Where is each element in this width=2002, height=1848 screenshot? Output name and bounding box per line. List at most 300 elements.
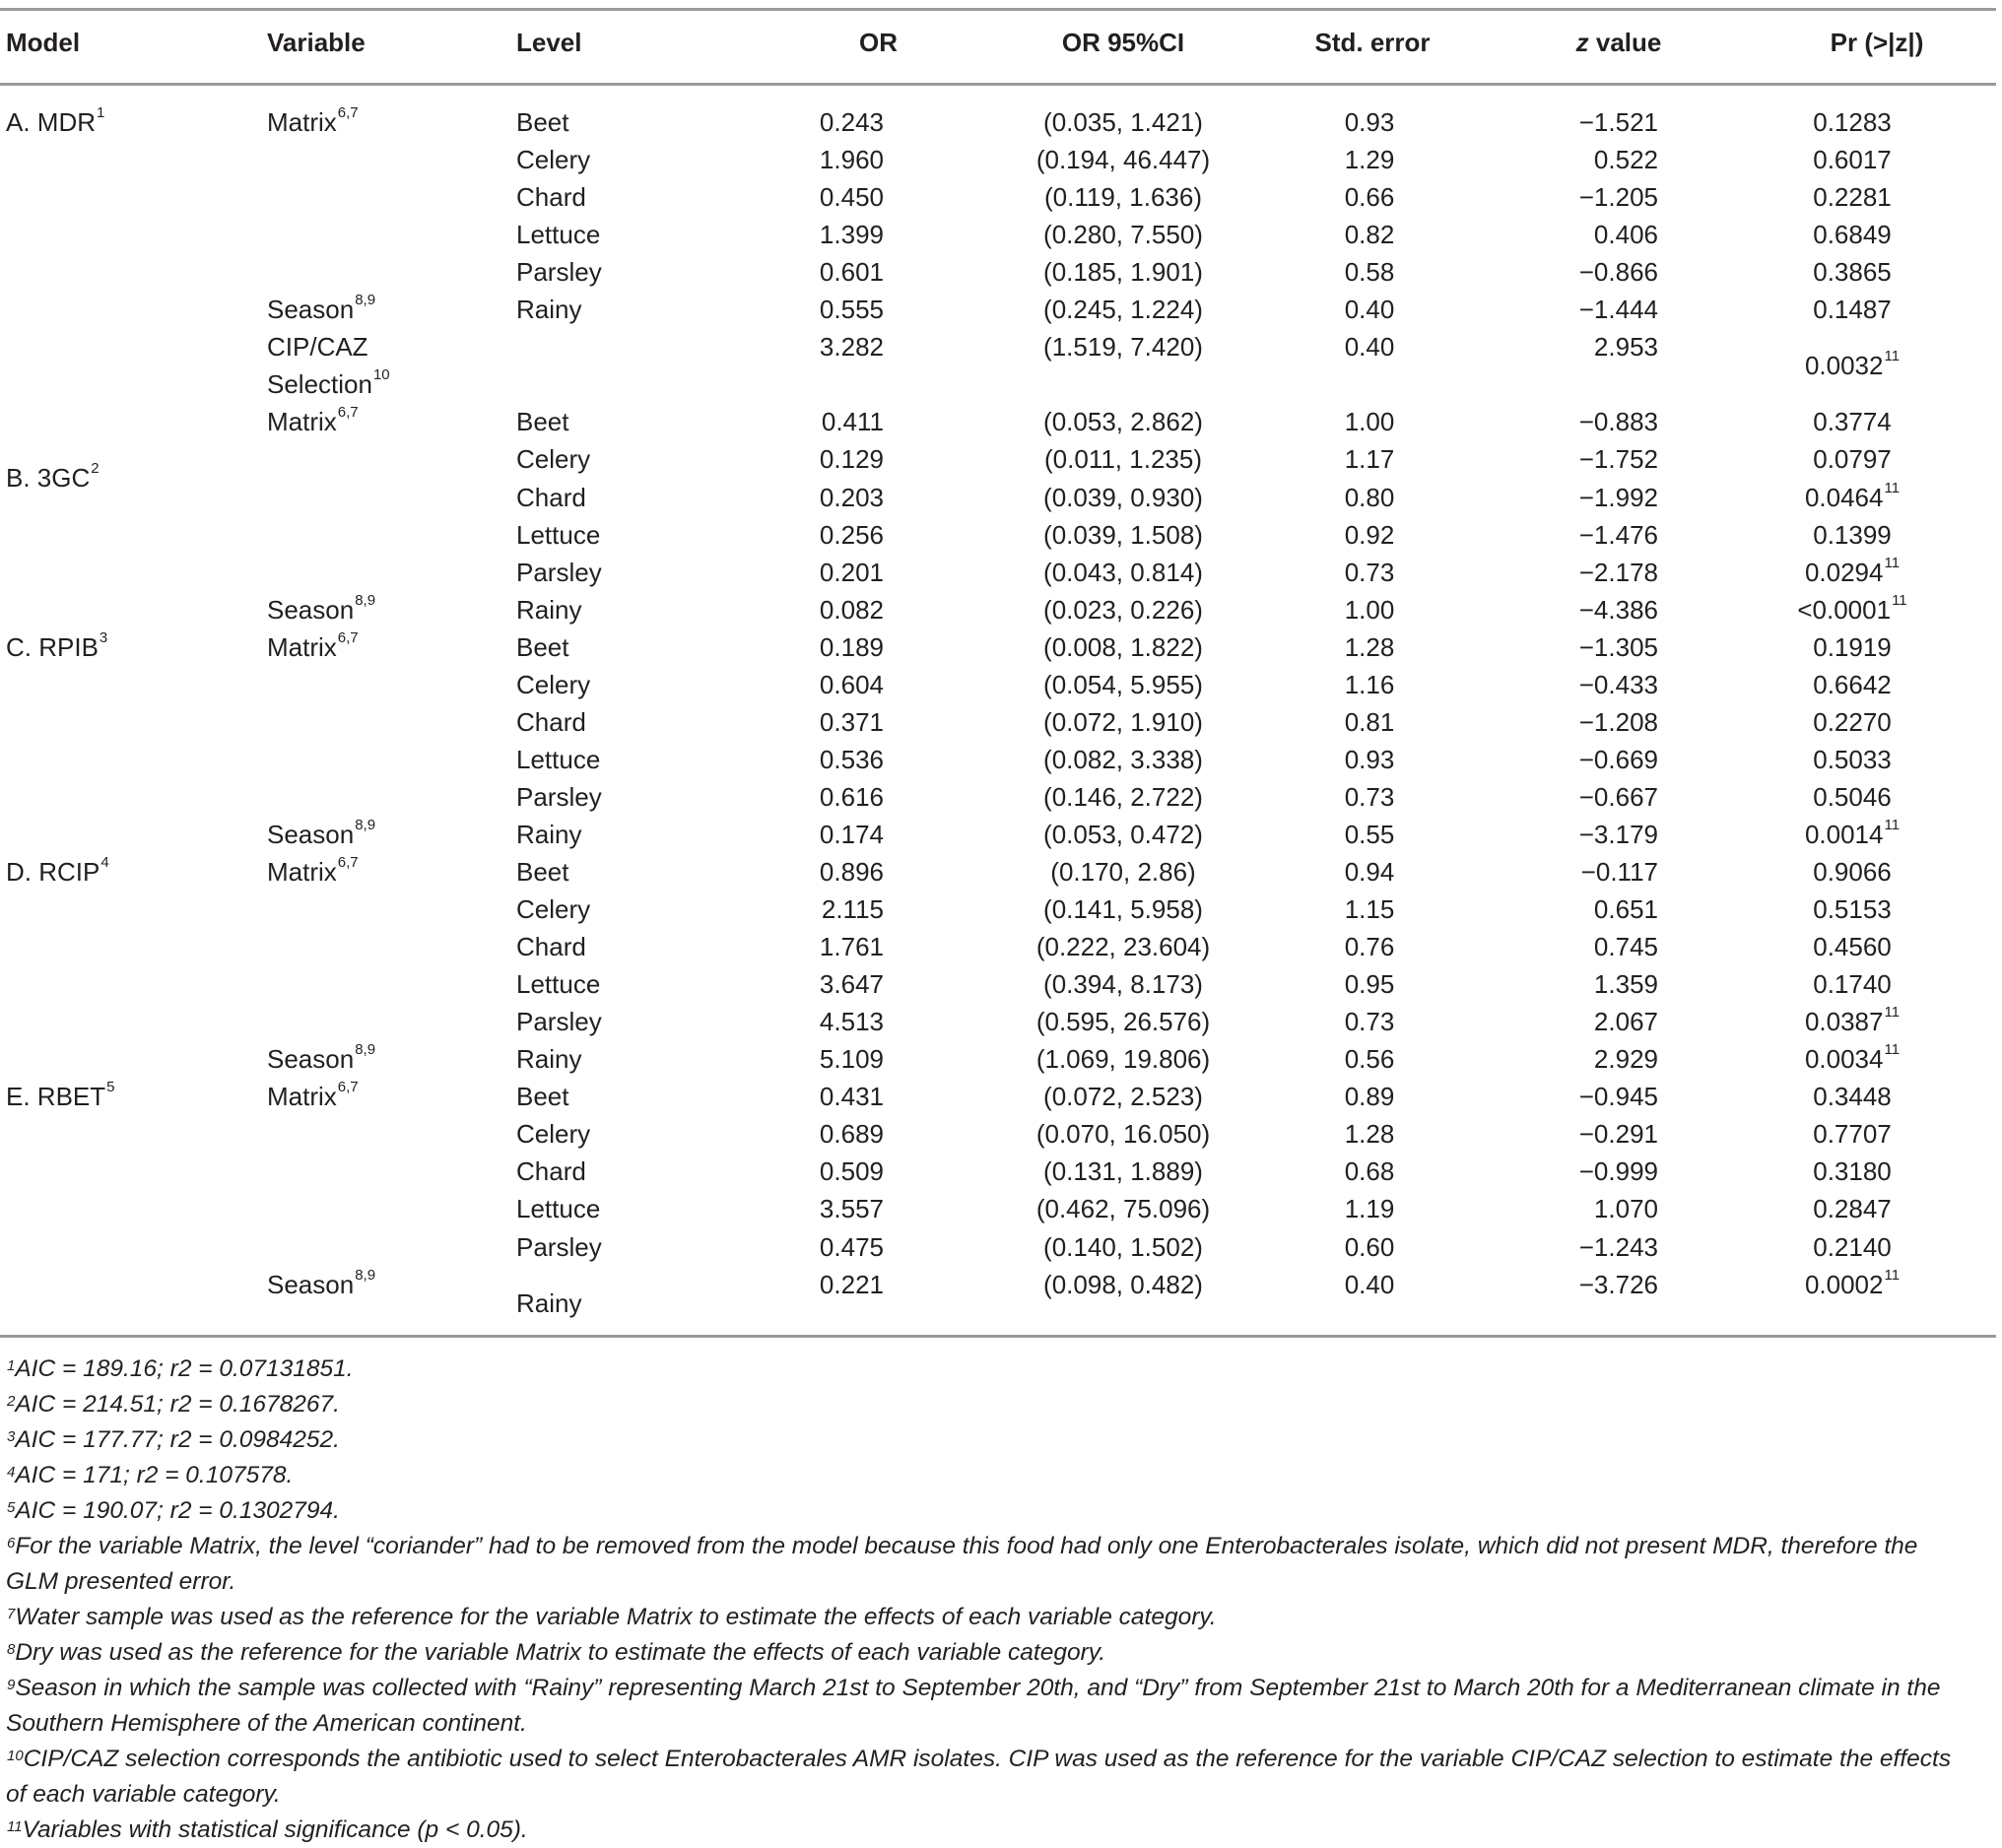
or-ci-cell: [1043, 670, 1203, 700]
or-cell-text: 0.601: [819, 257, 884, 288]
footnote-ref: 6,7: [337, 104, 359, 121]
std-error-cell-text: 0.40: [1344, 1269, 1395, 1299]
footnote-text: AIC = 214.51; r2 = 0.1678267.: [15, 1391, 340, 1418]
header-or-ci: OR 95%CI: [1061, 28, 1185, 57]
variable-cell: [267, 628, 359, 663]
or-ci-cell: [1043, 1232, 1203, 1263]
footnote-ref: 8,9: [355, 816, 376, 833]
or-cell-text: 0.509: [819, 1156, 884, 1187]
variable-cell: [267, 1079, 359, 1112]
or-ci-cell-text: (1.069, 19.806): [1035, 1044, 1211, 1075]
std-error-cell-text: 0.76: [1344, 932, 1395, 962]
or-cell: [820, 483, 884, 513]
or-cell: [820, 782, 884, 813]
z-value-cell-text: −2.178: [1578, 557, 1658, 587]
p-value-cell-text: 0.1919: [1813, 631, 1892, 662]
footnote: [6, 1813, 1976, 1848]
table-row: [0, 890, 2002, 927]
or-ci-cell: [1036, 1044, 1210, 1075]
or-ci-cell: [1043, 1270, 1203, 1300]
variable-cell-text: Matrix: [267, 407, 337, 437]
level-cell-text: Celery: [516, 1119, 591, 1150]
p-value-cell-text: 0.6849: [1813, 220, 1892, 250]
model-cell: [6, 628, 108, 663]
level-cell: [516, 894, 590, 925]
p-value-cell-text: 0.2847: [1813, 1194, 1892, 1224]
table-row: [0, 1265, 2002, 1318]
variable-cell-text: CIP/CAZ: [267, 332, 368, 363]
p-value-cell: [1813, 1082, 1892, 1112]
p-value-cell-text: 0.0387: [1804, 1007, 1884, 1037]
or-cell: [820, 145, 884, 175]
or-ci-cell-text: (0.141, 5.958): [1043, 894, 1203, 925]
or-cell-text: 2.115: [821, 894, 884, 925]
std-error-cell-text: 1.00: [1344, 594, 1395, 625]
level-cell: [516, 1288, 581, 1319]
p-value-cell-text: 0.0002: [1804, 1269, 1884, 1299]
or-cell-text: 3.282: [819, 332, 884, 363]
table-row: [0, 140, 2002, 177]
variable-cell: [267, 404, 359, 437]
or-cell-text: 1.761: [819, 932, 884, 962]
table-row: [0, 215, 2002, 252]
z-value-cell: [1594, 894, 1658, 925]
or-cell-text: 3.647: [819, 969, 884, 1000]
footnote-ref: 5: [106, 1079, 115, 1096]
z-value-cell-text: 0.522: [1593, 145, 1658, 175]
or-cell: [820, 1194, 884, 1224]
p-value-cell: [1797, 591, 1907, 626]
footnote: [6, 1600, 1976, 1635]
header-variable: Variable: [267, 28, 366, 57]
or-cell: [820, 1156, 884, 1187]
header-z-italic: z: [1575, 28, 1589, 57]
std-error-cell: [1345, 220, 1395, 250]
or-ci-cell: [1043, 332, 1203, 363]
variable-cell-text: Season: [267, 819, 355, 849]
or-ci-cell-text: (0.053, 0.472): [1043, 819, 1203, 849]
or-ci-cell-text: (0.008, 1.822): [1043, 631, 1203, 662]
or-ci-cell: [1036, 932, 1210, 962]
std-error-cell-text: 0.80: [1344, 482, 1395, 512]
z-value-cell: [1579, 745, 1658, 775]
or-ci-cell-text: (0.039, 1.508): [1043, 519, 1203, 550]
footnote-ref: 6,7: [337, 628, 359, 646]
p-value-cell: [1813, 894, 1892, 925]
table-row: [0, 478, 2002, 515]
z-value-cell-text: −1.521: [1578, 107, 1658, 137]
p-value-cell: [1813, 1232, 1892, 1263]
std-error-cell-text: 1.28: [1344, 1119, 1395, 1150]
table-row: [0, 590, 2002, 627]
or-cell: [820, 220, 884, 250]
header-level: Level: [516, 28, 582, 57]
table-row: [0, 252, 2002, 290]
std-error-cell: [1345, 257, 1395, 288]
footnote-ref: 11: [1884, 1041, 1901, 1059]
table-row: [0, 852, 2002, 890]
z-value-cell: [1579, 107, 1658, 138]
footnote-ref: 6,7: [337, 404, 359, 422]
or-cell-text: 5.109: [819, 1044, 884, 1075]
level-cell-text: Chard: [516, 182, 586, 213]
p-value-cell-text: 0.2270: [1813, 706, 1892, 737]
z-value-cell-text: −1.752: [1578, 444, 1658, 475]
z-value-cell: [1594, 220, 1658, 250]
std-error-cell-text: 0.55: [1344, 819, 1395, 849]
footnote-ref: 8,9: [355, 591, 376, 609]
p-value-cell-text: 0.5046: [1813, 781, 1892, 812]
or-ci-cell-text: (0.462, 75.096): [1035, 1194, 1211, 1224]
footnote-ref: 8,9: [355, 292, 376, 309]
level-cell-text: Parsley: [516, 257, 602, 288]
z-value-cell-text: −4.386: [1578, 594, 1658, 625]
z-value-cell: [1594, 1007, 1658, 1037]
level-cell: [516, 1044, 581, 1075]
z-value-cell-text: −0.999: [1578, 1156, 1658, 1187]
variable-cell: [267, 366, 390, 400]
level-cell: [516, 1119, 590, 1150]
table-row: [0, 402, 2002, 439]
or-ci-cell-text: (0.280, 7.550): [1043, 220, 1203, 250]
footnote: [6, 1387, 1976, 1422]
std-error-cell: [1345, 558, 1395, 588]
or-cell: [822, 407, 884, 437]
or-ci-cell: [1043, 407, 1203, 437]
or-cell: [820, 632, 884, 663]
or-ci-cell: [1043, 257, 1203, 288]
or-ci-cell-text: (0.146, 2.722): [1043, 781, 1203, 812]
z-value-cell-text: −1.205: [1578, 182, 1658, 213]
level-cell: [516, 107, 569, 138]
p-value-cell-text: 0.0014: [1804, 819, 1884, 849]
or-ci-cell: [1043, 220, 1203, 250]
or-ci-cell: [1036, 1007, 1210, 1037]
std-error-cell: [1345, 857, 1395, 888]
or-ci-cell: [1043, 1082, 1203, 1112]
z-value-cell-text: −1.476: [1578, 519, 1658, 550]
level-cell-text: Rainy: [516, 1287, 582, 1318]
level-cell-text: Chard: [516, 482, 586, 512]
z-value-cell-text: −0.433: [1578, 669, 1658, 699]
or-ci-cell-text: (0.072, 1.910): [1043, 706, 1203, 737]
z-value-cell: [1579, 257, 1658, 288]
or-cell: [820, 595, 884, 626]
variable-cell: [267, 292, 376, 325]
p-value-cell: [1813, 257, 1892, 288]
footnote-text: AIC = 189.16; r2 = 0.07131851.: [15, 1355, 354, 1382]
level-cell-text: Celery: [516, 145, 591, 175]
table-top-rule: [0, 8, 1996, 11]
p-value-cell: [1813, 145, 1892, 175]
std-error-cell: [1345, 444, 1395, 475]
or-cell: [820, 257, 884, 288]
footnote-text: CIP/CAZ selection corresponds the antibiotic used to select Enterobacterales AMR isolates. CIP was used as the reference for the variable CIP/CAZ selection to estimate the effects of each variable category.: [6, 1746, 1952, 1808]
footnote-number: 2: [7, 1393, 16, 1410]
table-row: [0, 1039, 2002, 1077]
table-row: [0, 740, 2002, 777]
or-ci-cell: [1043, 632, 1203, 663]
table-row: [0, 927, 2002, 964]
std-error-cell: [1345, 820, 1395, 850]
std-error-cell-text: 0.93: [1344, 107, 1395, 137]
std-error-cell-text: 1.19: [1344, 1194, 1395, 1224]
p-value-cell-text: 0.9066: [1813, 857, 1892, 887]
or-ci-cell-text: (0.595, 26.576): [1035, 1007, 1211, 1037]
z-value-cell: [1579, 444, 1658, 475]
or-ci-cell-text: (0.098, 0.482): [1043, 1269, 1203, 1299]
std-error-cell: [1345, 969, 1395, 1000]
or-ci-cell-text: (0.082, 3.338): [1043, 744, 1203, 774]
or-ci-cell: [1043, 782, 1203, 813]
p-value-cell: [1813, 932, 1892, 962]
or-ci-cell-text: (0.170, 2.86): [1050, 857, 1196, 887]
or-ci-cell: [1036, 1119, 1210, 1150]
std-error-cell-text: 0.93: [1344, 744, 1395, 774]
or-ci-cell-text: (0.023, 0.226): [1043, 594, 1203, 625]
table-row: [0, 177, 2002, 215]
std-error-cell-text: 1.28: [1344, 631, 1395, 662]
level-cell: [516, 595, 581, 626]
header-z-value: [1576, 28, 1662, 58]
variable-cell-text: Season: [267, 1269, 355, 1299]
level-cell-text: Celery: [516, 444, 591, 475]
z-value-cell: [1579, 483, 1658, 513]
model-cell-text: B. 3GC: [6, 463, 91, 494]
level-cell: [516, 632, 569, 663]
or-ci-cell-text: (0.245, 1.224): [1043, 295, 1203, 325]
or-ci-cell: [1043, 295, 1203, 325]
footnote-ref: 8,9: [355, 1266, 376, 1284]
z-value-cell: [1579, 707, 1658, 738]
z-value-cell: [1594, 932, 1658, 962]
level-cell: [516, 558, 602, 588]
or-cell: [820, 670, 884, 700]
table-row: [0, 1189, 2002, 1226]
footnote: [6, 1352, 1976, 1387]
header-p-value: Pr (>|z|): [1830, 28, 1924, 57]
z-value-cell-text: −1.305: [1578, 631, 1658, 662]
or-cell-text: 0.616: [819, 781, 884, 812]
std-error-cell: [1345, 932, 1395, 962]
p-value-cell: [1804, 816, 1901, 850]
variable-cell-text: Matrix: [267, 631, 337, 662]
p-value-cell-text: 0.5153: [1813, 894, 1892, 925]
std-error-cell: [1345, 295, 1395, 325]
footnote: [6, 1671, 1976, 1742]
or-cell: [820, 707, 884, 738]
std-error-cell-text: 0.95: [1344, 969, 1395, 1000]
or-ci-cell-text: (0.131, 1.889): [1043, 1156, 1203, 1187]
std-error-cell: [1345, 1044, 1395, 1075]
footnote-number: 6: [7, 1535, 16, 1551]
level-cell-text: Chard: [516, 932, 586, 962]
or-ci-cell: [1043, 1156, 1203, 1187]
level-cell-text: Parsley: [516, 557, 602, 587]
or-ci-cell: [1036, 1194, 1210, 1224]
level-cell-text: Parsley: [516, 1231, 602, 1262]
variable-cell-text: Matrix: [267, 107, 337, 137]
z-value-cell-text: 0.406: [1593, 220, 1658, 250]
or-ci-cell: [1043, 894, 1203, 925]
std-error-cell: [1345, 1270, 1395, 1300]
variable-cell-text: Season: [267, 295, 355, 325]
or-cell: [820, 820, 884, 850]
or-cell: [820, 1044, 884, 1075]
z-value-cell: [1579, 407, 1658, 437]
z-value-cell: [1579, 670, 1658, 700]
footnote-number: 3: [7, 1428, 16, 1445]
p-value-cell: [1813, 444, 1892, 475]
footnote-ref: 6,7: [337, 1079, 359, 1096]
p-value-cell-text: 0.0464: [1804, 482, 1884, 512]
variable-cell: [267, 816, 376, 850]
std-error-cell-text: 0.89: [1344, 1082, 1395, 1112]
footnote-text: Dry was used as the reference for the variable Matrix to estimate the effects of each variable category.: [15, 1639, 1106, 1666]
level-cell: [516, 407, 569, 437]
z-value-cell: [1579, 182, 1658, 213]
footnote-ref: 4: [100, 854, 109, 871]
or-cell-text: 1.399: [819, 220, 884, 250]
p-value-cell-text: 0.6642: [1813, 669, 1892, 699]
p-value-cell: [1813, 1194, 1892, 1224]
std-error-cell-text: 0.68: [1344, 1156, 1395, 1187]
std-error-cell: [1345, 1119, 1395, 1150]
level-cell: [516, 745, 600, 775]
std-error-cell-text: 0.82: [1344, 220, 1395, 250]
p-value-cell-text: <0.0001: [1797, 594, 1892, 625]
z-value-cell: [1579, 558, 1658, 588]
footnote-ref: 11: [1892, 591, 1907, 609]
std-error-cell: [1345, 1232, 1395, 1263]
p-value-cell: [1804, 479, 1901, 513]
level-cell-text: Lettuce: [516, 220, 601, 250]
z-value-cell: [1594, 332, 1658, 363]
table-row: [0, 515, 2002, 553]
or-cell: [820, 1119, 884, 1150]
footnote-ref: 11: [1884, 1266, 1901, 1284]
std-error-cell-text: 0.73: [1344, 1007, 1395, 1037]
std-error-cell: [1345, 1082, 1395, 1112]
table-row: [0, 1114, 2002, 1152]
or-cell-text: 0.371: [819, 706, 884, 737]
level-cell: [516, 145, 590, 175]
p-value-cell-text: 0.6017: [1813, 145, 1892, 175]
or-cell-text: 0.555: [819, 295, 884, 325]
or-cell: [820, 745, 884, 775]
model-cell: [6, 1079, 115, 1112]
header-std-error: Std. error: [1314, 28, 1431, 57]
footnote-number: 7: [7, 1606, 16, 1622]
z-value-cell-text: −0.117: [1580, 857, 1658, 887]
z-value-cell-text: 2.953: [1593, 332, 1658, 363]
z-value-cell: [1594, 969, 1658, 1000]
or-cell-text: 0.256: [819, 519, 884, 550]
z-value-cell: [1579, 1119, 1658, 1150]
z-value-cell: [1579, 520, 1658, 551]
z-value-cell-text: −0.866: [1578, 257, 1658, 288]
std-error-cell-text: 1.29: [1344, 145, 1395, 175]
footnote-ref: 11: [1884, 348, 1901, 365]
p-value-cell-text: 0.1487: [1813, 295, 1892, 325]
p-value-cell-text: 0.0034: [1804, 1044, 1884, 1075]
std-error-cell-text: 1.15: [1344, 894, 1395, 925]
std-error-cell: [1345, 107, 1395, 138]
footnote-number: 9: [7, 1677, 16, 1693]
variable-cell: [267, 1266, 376, 1300]
level-cell-text: Beet: [516, 857, 569, 887]
table-row: [0, 1077, 2002, 1114]
or-ci-cell: [1044, 182, 1202, 213]
level-cell: [516, 483, 586, 513]
z-value-cell: [1581, 857, 1658, 888]
or-cell-text: 0.203: [819, 482, 884, 512]
or-cell: [820, 332, 884, 363]
std-error-cell: [1345, 894, 1395, 925]
p-value-cell-text: 0.4560: [1813, 932, 1892, 962]
model-cell: [6, 854, 109, 888]
table-row: [0, 964, 2002, 1002]
or-ci-cell-text: (0.194, 46.447): [1035, 145, 1211, 175]
or-ci-cell: [1043, 107, 1203, 138]
or-cell-text: 0.475: [819, 1231, 884, 1262]
z-value-cell: [1579, 1082, 1658, 1112]
std-error-cell: [1345, 145, 1395, 175]
or-ci-cell: [1044, 444, 1202, 475]
or-cell-text: 0.411: [821, 407, 884, 437]
p-value-cell-text: 0.2281: [1813, 182, 1892, 213]
p-value-cell: [1813, 520, 1892, 551]
table-bottom-rule: [0, 1335, 1996, 1338]
or-cell-text: 0.201: [819, 557, 884, 587]
footnote-ref: 11: [1884, 554, 1901, 571]
header-model: Model: [6, 28, 81, 57]
table-row: [0, 702, 2002, 740]
or-ci-cell-text: (0.222, 23.604): [1035, 932, 1211, 962]
std-error-cell: [1345, 483, 1395, 513]
p-value-cell: [1804, 1266, 1901, 1300]
or-ci-cell: [1043, 969, 1203, 1000]
table-row: [0, 364, 2002, 402]
std-error-cell-text: 0.92: [1344, 519, 1395, 550]
p-value-cell: [1804, 554, 1901, 588]
variable-cell-text: Matrix: [267, 857, 337, 887]
or-ci-cell-text: (0.039, 0.930): [1043, 482, 1203, 512]
or-ci-cell-text: (0.054, 5.955): [1043, 669, 1203, 699]
model-cell: [6, 104, 105, 138]
p-value-cell: [1813, 1156, 1892, 1187]
p-value-cell-text: 0.3865: [1813, 257, 1892, 288]
table-row: [0, 1152, 2002, 1189]
or-cell-text: 4.513: [819, 1007, 884, 1037]
or-ci-cell-text: (0.053, 2.862): [1043, 407, 1203, 437]
std-error-cell-text: 0.40: [1344, 295, 1395, 325]
z-value-cell-text: −1.444: [1578, 295, 1658, 325]
variable-cell-text: Season: [267, 594, 355, 625]
or-cell-text: 0.174: [819, 819, 884, 849]
footnote-number: 5: [7, 1499, 16, 1516]
table-row: [0, 627, 2002, 665]
or-ci-cell-text: (0.394, 8.173): [1043, 969, 1203, 1000]
z-value-cell: [1594, 1044, 1658, 1075]
z-value-cell-text: 1.070: [1593, 1194, 1658, 1224]
model-cell-text: C. RPIB: [6, 631, 99, 662]
or-cell: [820, 857, 884, 888]
footnote-ref: 6,7: [337, 854, 359, 871]
footnote-text: Water sample was used as the reference for the variable Matrix to estimate the effects of each variable category.: [15, 1604, 1217, 1630]
level-cell: [516, 707, 586, 738]
p-value-cell-text: 0.3180: [1813, 1156, 1892, 1187]
